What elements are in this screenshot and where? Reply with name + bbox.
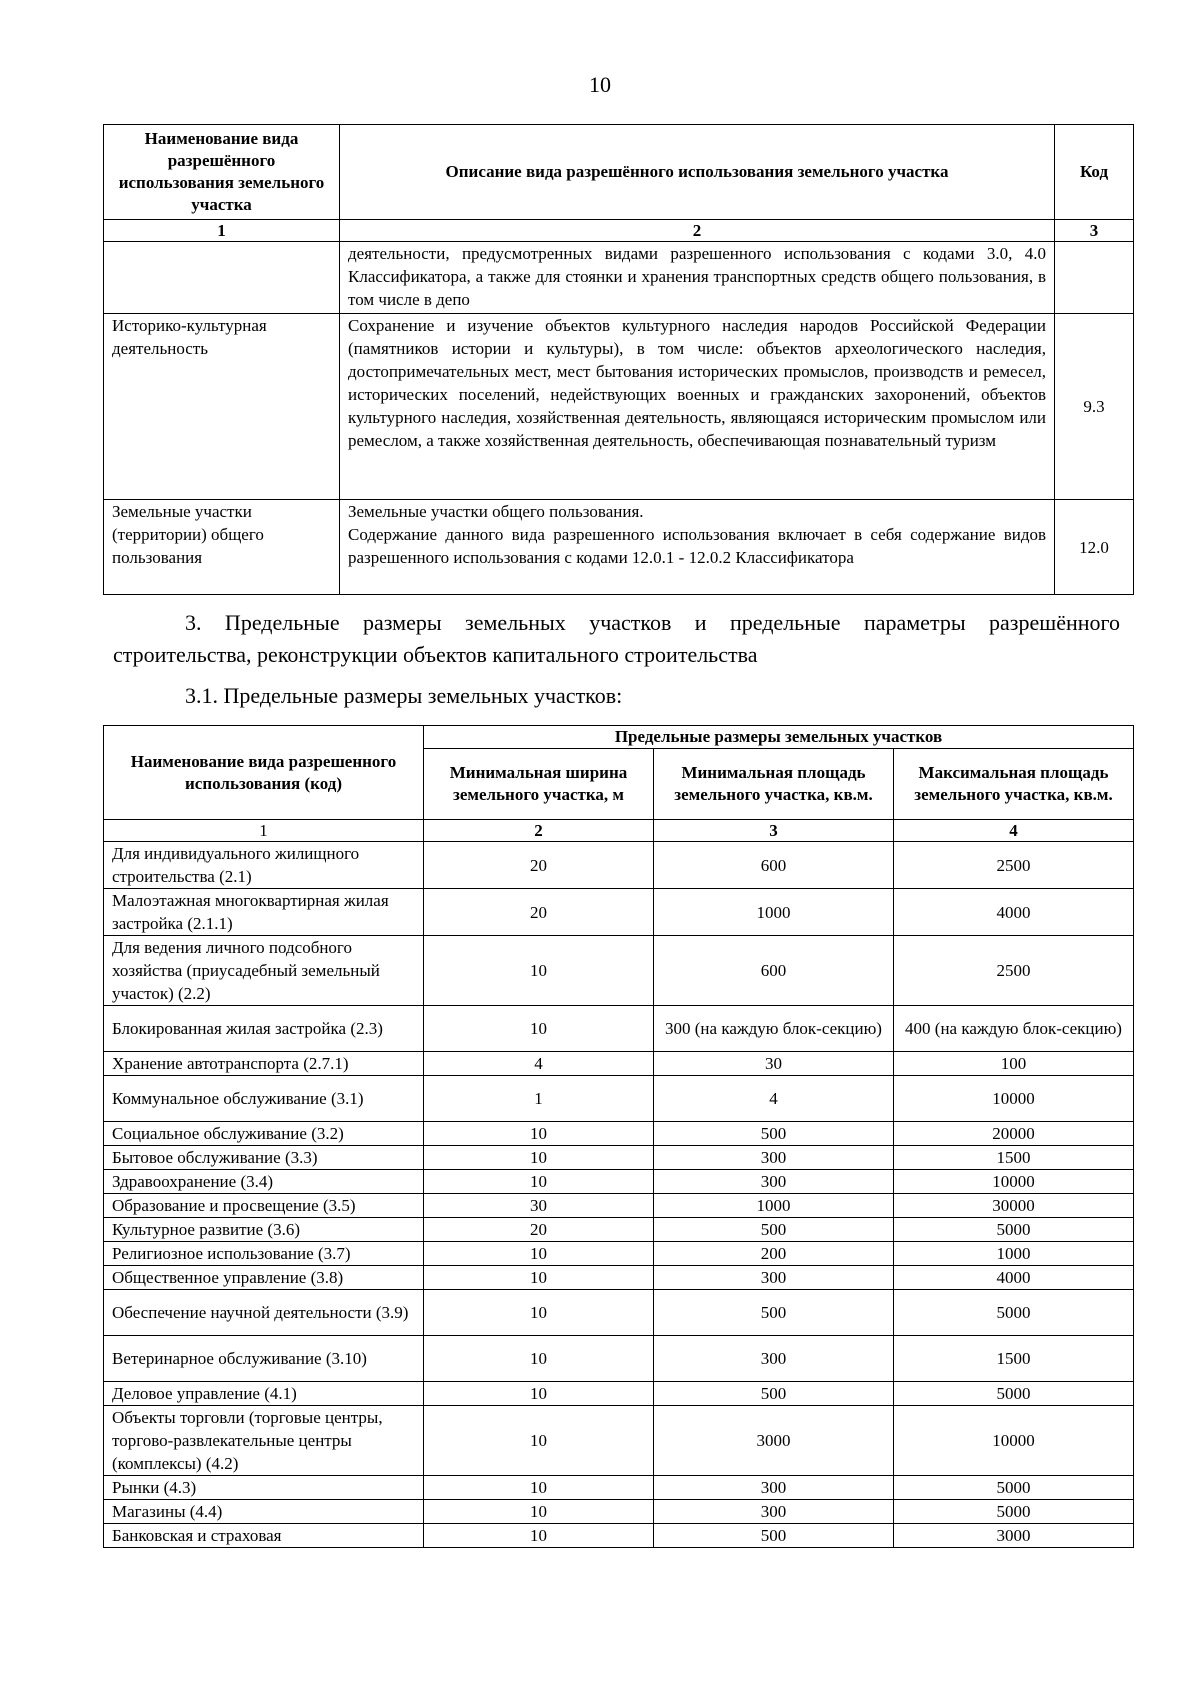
table-row bbox=[104, 842, 1134, 889]
table2-cell-name: Общественное управление (3.8) bbox=[104, 1266, 424, 1290]
table2-cell-min-width: 10 bbox=[424, 1524, 654, 1548]
table2-cell-min-area: 300 bbox=[654, 1500, 894, 1524]
table2-cell-min-width: 10 bbox=[424, 1382, 654, 1406]
table2-cell-min-area: 300 bbox=[654, 1336, 894, 1382]
table1-cell-description: Сохранение и изучение объектов культурного наследия народов Российской Федерации (памятников истории и культуры), в том числе: объектов археологического наследия, достопримечательных мест, мест бытования исторических промыслов, производств и ремесел, исторических поселений, недействующих военных и гражданских захоронений, объектов культурного наследия, хозяйственная деятельность, являющаяся историческим промыслом или ремеслом, а также хозяйственная деятельность, обеспечивающая познавательный туризм bbox=[340, 314, 1055, 500]
page-number: 10 bbox=[589, 72, 611, 97]
table1-cell-name: Земельные участки (территории) общего пользования bbox=[104, 500, 340, 595]
table2-cell-max-area: 1000 bbox=[894, 1242, 1134, 1266]
table1-cell-code: 9.3 bbox=[1055, 314, 1134, 500]
table1-header-name: Наименование вида разрешённого использования земельного участка bbox=[104, 125, 340, 220]
table2-cell-name: Ветеринарное обслуживание (3.10) bbox=[104, 1336, 424, 1382]
table2-colnum: 3 bbox=[654, 820, 894, 842]
table2-cell-min-area: 300 bbox=[654, 1476, 894, 1500]
table2-cell-min-width: 10 bbox=[424, 1170, 654, 1194]
table2-header-min-area: Минимальная площадь земельного участка, кв.м. bbox=[654, 749, 894, 820]
table2-cell-min-area: 1000 bbox=[654, 889, 894, 936]
table2-cell-min-width: 20 bbox=[424, 842, 654, 889]
table-row bbox=[104, 889, 1134, 936]
table2-cell-min-width: 4 bbox=[424, 1052, 654, 1076]
table2-cell-max-area: 10000 bbox=[894, 1170, 1134, 1194]
table2-cell-name: Обеспечение научной деятельности (3.9) bbox=[104, 1290, 424, 1336]
land-use-description-table bbox=[103, 124, 1134, 595]
table-row bbox=[104, 1336, 1134, 1382]
table2-cell-min-area: 200 bbox=[654, 1242, 894, 1266]
table-row bbox=[104, 1006, 1134, 1052]
table2-cell-min-area: 30 bbox=[654, 1052, 894, 1076]
table2-cell-max-area: 5000 bbox=[894, 1290, 1134, 1336]
table2-cell-min-width: 30 bbox=[424, 1194, 654, 1218]
table2-cell-max-area: 2500 bbox=[894, 842, 1134, 889]
section-heading-text: 3. Предельные размеры земельных участков и предельные параметры разрешённого строительства, реконструкции объектов капитального строительства bbox=[113, 610, 1120, 667]
table-row bbox=[104, 1218, 1134, 1242]
table2-colnum: 4 bbox=[894, 820, 1134, 842]
table2-cell-max-area: 30000 bbox=[894, 1194, 1134, 1218]
table2-cell-min-area: 300 (на каждую блок-секцию) bbox=[654, 1006, 894, 1052]
subsection-heading-text: 3.1. Предельные размеры земельных участков: bbox=[185, 683, 623, 708]
table2-cell-max-area: 4000 bbox=[894, 889, 1134, 936]
table-row bbox=[104, 314, 1134, 500]
table2-cell-name: Для индивидуального жилищного строительства (2.1) bbox=[104, 842, 424, 889]
table2-cell-name: Магазины (4.4) bbox=[104, 1500, 424, 1524]
table2-colnum: 2 bbox=[424, 820, 654, 842]
table2-cell-min-width: 10 bbox=[424, 1146, 654, 1170]
table2-cell-min-area: 300 bbox=[654, 1170, 894, 1194]
table2-cell-min-area: 1000 bbox=[654, 1194, 894, 1218]
table1-header-description: Описание вида разрешённого использования земельного участка bbox=[340, 125, 1055, 220]
subsection-paragraph bbox=[113, 680, 1120, 712]
table2-cell-name: Объекты торговли (торговые центры, торгово-развлекательные центры (комплексы) (4.2) bbox=[104, 1406, 424, 1476]
table2-cell-max-area: 5000 bbox=[894, 1218, 1134, 1242]
table-row bbox=[104, 500, 1134, 595]
table2-cell-name: Хранение автотранспорта (2.7.1) bbox=[104, 1052, 424, 1076]
table-row bbox=[104, 242, 1134, 314]
table-row bbox=[104, 1242, 1134, 1266]
table2-header-name: Наименование вида разрешенного использования (код) bbox=[104, 726, 424, 820]
table1-cell-name bbox=[104, 242, 340, 314]
table2-cell-name: Блокированная жилая застройка (2.3) bbox=[104, 1006, 424, 1052]
table-row bbox=[104, 1500, 1134, 1524]
table2-header-min-width: Минимальная ширина земельного участка, м bbox=[424, 749, 654, 820]
table-row bbox=[104, 1194, 1134, 1218]
table1-cell-description: деятельности, предусмотренных видами разрешенного использования с кодами 3.0, 4.0 Классификатора, а также для стоянки и хранения транспортных средств общего пользования, в том числе в депо bbox=[340, 242, 1055, 314]
table-row bbox=[104, 1524, 1134, 1548]
table2-cell-max-area: 1500 bbox=[894, 1146, 1134, 1170]
table2-cell-min-width: 10 bbox=[424, 1266, 654, 1290]
table2-column-numbers bbox=[104, 820, 1134, 842]
table2-cell-min-width: 10 bbox=[424, 1122, 654, 1146]
table2-cell-min-area: 300 bbox=[654, 1266, 894, 1290]
table2-cell-name: Рынки (4.3) bbox=[104, 1476, 424, 1500]
table2-cell-min-area: 600 bbox=[654, 936, 894, 1006]
table1-colnum: 3 bbox=[1055, 220, 1134, 242]
table2-cell-name: Для ведения личного подсобного хозяйства (приусадебный земельный участок) (2.2) bbox=[104, 936, 424, 1006]
table2-cell-max-area: 4000 bbox=[894, 1266, 1134, 1290]
table2-cell-min-width: 20 bbox=[424, 1218, 654, 1242]
table1-description-line: Содержание данного вида разрешенного использования включает в себя содержание видов разрешенного использования с кодами 12.0.1 - 12.0.2 Классификатора bbox=[348, 525, 1046, 567]
table2-cell-max-area: 10000 bbox=[894, 1406, 1134, 1476]
table2-cell-min-width: 10 bbox=[424, 936, 654, 1006]
table2-cell-min-area: 500 bbox=[654, 1218, 894, 1242]
table2-cell-min-width: 10 bbox=[424, 1500, 654, 1524]
table2-cell-min-area: 500 bbox=[654, 1290, 894, 1336]
table-row bbox=[104, 936, 1134, 1006]
table2-cell-name: Коммунальное обслуживание (3.1) bbox=[104, 1076, 424, 1122]
table-row bbox=[104, 1382, 1134, 1406]
table2-cell-max-area: 5000 bbox=[894, 1500, 1134, 1524]
table2-cell-name: Образование и просвещение (3.5) bbox=[104, 1194, 424, 1218]
table1-colnum: 1 bbox=[104, 220, 340, 242]
table2-cell-min-width: 10 bbox=[424, 1290, 654, 1336]
table2-cell-name: Культурное развитие (3.6) bbox=[104, 1218, 424, 1242]
table2-cell-min-area: 500 bbox=[654, 1524, 894, 1548]
table2-cell-min-area: 500 bbox=[654, 1382, 894, 1406]
table-row bbox=[104, 1406, 1134, 1476]
table2-cell-max-area: 10000 bbox=[894, 1076, 1134, 1122]
table2-body bbox=[104, 842, 1134, 1548]
table2-header-group: Предельные размеры земельных участков bbox=[424, 726, 1134, 749]
table2-cell-min-width: 10 bbox=[424, 1242, 654, 1266]
table2-cell-min-area: 600 bbox=[654, 842, 894, 889]
table2-colnum: 1 bbox=[104, 820, 424, 842]
table2-cell-max-area: 100 bbox=[894, 1052, 1134, 1076]
table2-cell-min-width: 10 bbox=[424, 1006, 654, 1052]
table2-cell-max-area: 1500 bbox=[894, 1336, 1134, 1382]
table2-cell-min-area: 500 bbox=[654, 1122, 894, 1146]
table2-cell-name: Деловое управление (4.1) bbox=[104, 1382, 424, 1406]
table2-cell-min-width: 10 bbox=[424, 1476, 654, 1500]
table-row bbox=[104, 1076, 1134, 1122]
table1-header-row bbox=[104, 125, 1134, 220]
table-row bbox=[104, 1476, 1134, 1500]
section-paragraph bbox=[113, 607, 1120, 671]
table1-description-line: Земельные участки общего пользования. bbox=[348, 502, 644, 521]
table1-cell-code bbox=[1055, 242, 1134, 314]
table2-cell-max-area: 3000 bbox=[894, 1524, 1134, 1548]
table2-cell-name: Малоэтажная многоквартирная жилая застройка (2.1.1) bbox=[104, 889, 424, 936]
table2-cell-min-width: 1 bbox=[424, 1076, 654, 1122]
table2-cell-min-area: 300 bbox=[654, 1146, 894, 1170]
table1-cell-code: 12.0 bbox=[1055, 500, 1134, 595]
table2-cell-min-width: 20 bbox=[424, 889, 654, 936]
table2-cell-name: Банковская и страховая bbox=[104, 1524, 424, 1548]
table1-colnum: 2 bbox=[340, 220, 1055, 242]
table2-cell-max-area: 400 (на каждую блок-секцию) bbox=[894, 1006, 1134, 1052]
table2-cell-name: Здравоохранение (3.4) bbox=[104, 1170, 424, 1194]
table1-header-code: Код bbox=[1055, 125, 1134, 220]
table2-cell-name: Бытовое обслуживание (3.3) bbox=[104, 1146, 424, 1170]
table2-cell-min-width: 10 bbox=[424, 1336, 654, 1382]
land-plot-size-table bbox=[103, 725, 1134, 1548]
table2-cell-min-width: 10 bbox=[424, 1406, 654, 1476]
table2-header-max-area: Максимальная площадь земельного участка, кв.м. bbox=[894, 749, 1134, 820]
table-row bbox=[104, 1266, 1134, 1290]
table-row bbox=[104, 1170, 1134, 1194]
table1-column-numbers bbox=[104, 220, 1134, 242]
table-row bbox=[104, 1146, 1134, 1170]
table2-cell-name: Социальное обслуживание (3.2) bbox=[104, 1122, 424, 1146]
table2-cell-max-area: 5000 bbox=[894, 1476, 1134, 1500]
table1-cell-description bbox=[340, 500, 1055, 595]
table-row bbox=[104, 1290, 1134, 1336]
table2-cell-name: Религиозное использование (3.7) bbox=[104, 1242, 424, 1266]
table2-cell-max-area: 20000 bbox=[894, 1122, 1134, 1146]
table2-cell-min-area: 4 bbox=[654, 1076, 894, 1122]
table2-header-row bbox=[104, 726, 1134, 749]
table-row bbox=[104, 1122, 1134, 1146]
table2-cell-max-area: 5000 bbox=[894, 1382, 1134, 1406]
table-row bbox=[104, 1052, 1134, 1076]
table2-cell-min-area: 3000 bbox=[654, 1406, 894, 1476]
table1-cell-name: Историко-культурная деятельность bbox=[104, 314, 340, 500]
table2-cell-max-area: 2500 bbox=[894, 936, 1134, 1006]
